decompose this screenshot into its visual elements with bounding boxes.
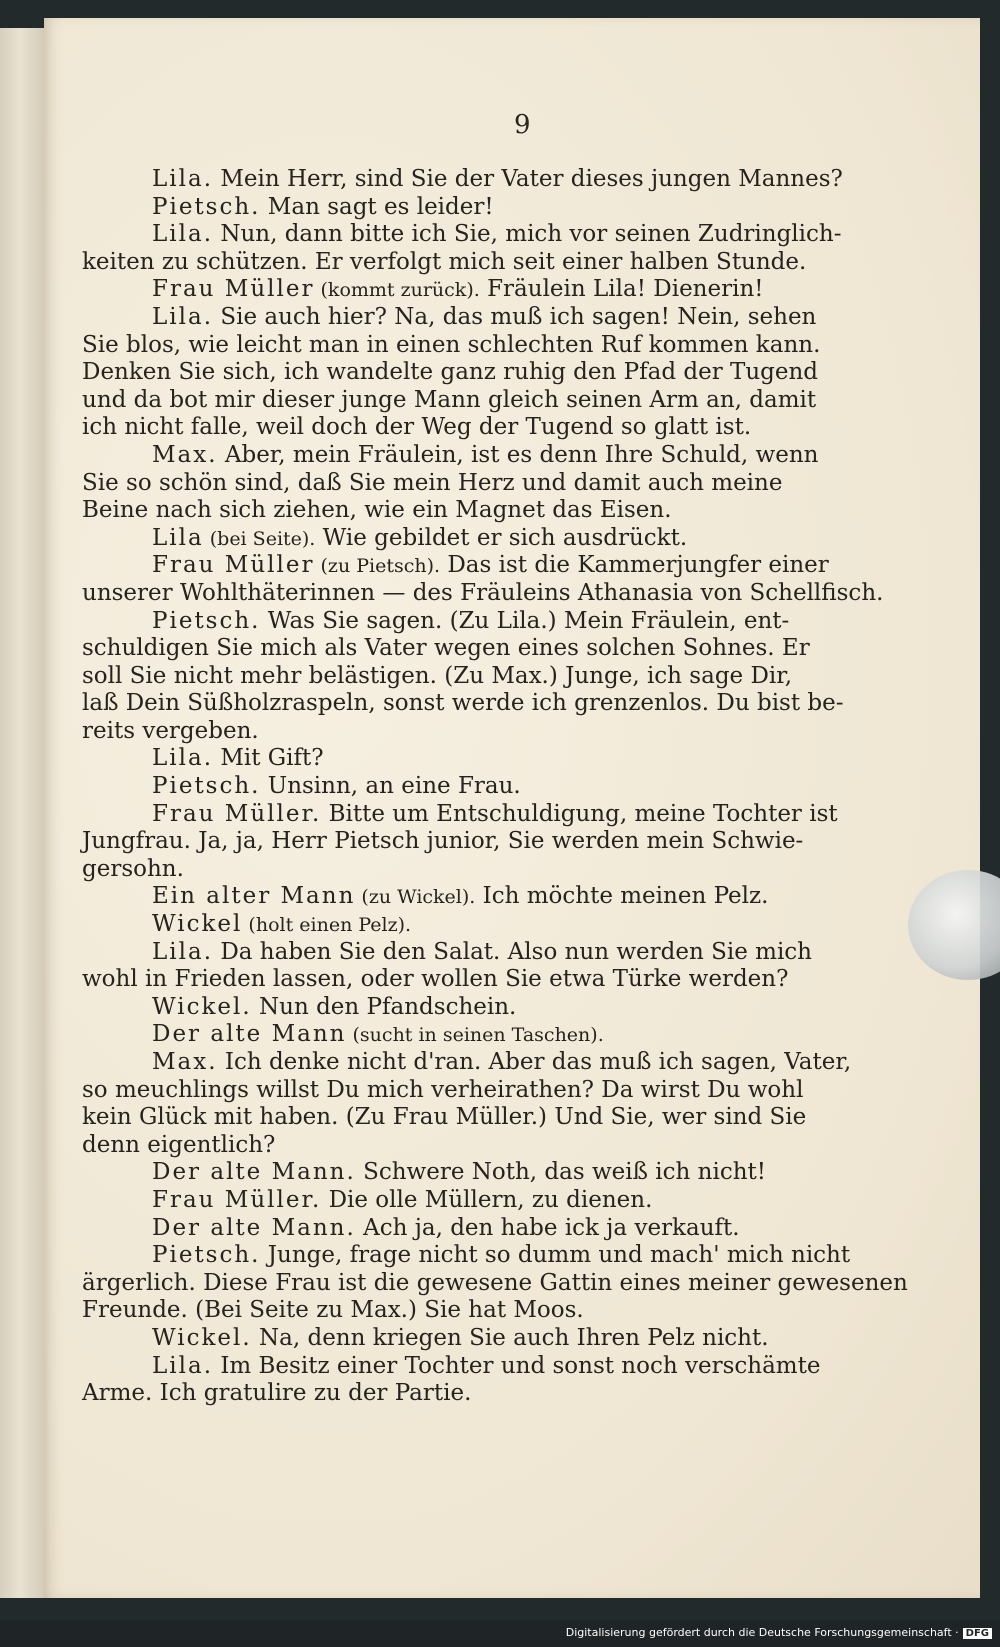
line-text: Wie gebildet er sich ausdrückt.	[315, 524, 688, 551]
text-line	[82, 883, 914, 911]
stage-direction: (zu Pietsch).	[314, 555, 441, 578]
line-text: soll Sie nicht mehr belästigen. (Zu Max.) Junge, ich sage Dir,	[82, 662, 793, 689]
stage-direction: (holt einen Pelz).	[242, 914, 412, 937]
funding-credit	[566, 1626, 992, 1639]
text-line	[82, 414, 914, 442]
text-line	[82, 801, 914, 829]
text-line	[82, 1187, 914, 1215]
line-text: Da haben Sie den Salat. Also nun werden Sie mich	[213, 938, 812, 965]
text-line	[82, 470, 914, 498]
line-text: gersohn.	[82, 855, 184, 882]
line-text: Beine nach sich ziehen, wie ein Magnet das Eisen.	[82, 497, 672, 524]
line-text: Schwere Noth, das weiß ich nicht!	[355, 1159, 767, 1186]
line-text: Im Besitz einer Tochter und sonst noch verschämte	[213, 1352, 821, 1379]
stage-direction: (kommt zurück).	[314, 279, 480, 302]
speaker-name: Lila	[152, 524, 204, 551]
line-text: Denken Sie sich, ich wandelte ganz ruhig den Pfad der Tugend	[82, 359, 819, 386]
line-text: Arme. Ich gratulire zu der Partie.	[82, 1380, 472, 1407]
dfg-logo[interactable]: DFG	[963, 1628, 992, 1639]
text-line	[82, 332, 914, 360]
speaker-name: Frau Müller	[152, 552, 315, 579]
line-text: Sie blos, wie leicht man in einen schlechten Ruf kommen kann.	[82, 331, 821, 358]
text-line	[82, 1132, 914, 1160]
line-text: schuldigen Sie mich als Vater wegen eines solchen Sohnes. Er	[82, 635, 810, 662]
speaker-name: Frau Müller.	[152, 1186, 322, 1213]
speaker-name: Wickel.	[152, 1324, 252, 1351]
text-line	[82, 608, 914, 636]
speaker-name: Frau Müller.	[152, 800, 322, 827]
line-text: und da bot mir dieser junge Mann gleich seinen Arm an, damit	[82, 386, 817, 413]
text-line	[82, 387, 914, 415]
text-line	[82, 1049, 914, 1077]
text-line	[82, 966, 914, 994]
line-text: Sie so schön sind, daß Sie mein Herz und damit auch meine	[82, 469, 783, 496]
line-text: ich nicht falle, weil doch der Weg der Tugend so glatt ist.	[82, 414, 752, 441]
text-line	[82, 828, 914, 856]
speaker-name: Frau Müller	[152, 276, 315, 303]
text-line	[82, 276, 914, 304]
speaker-name: Lila.	[152, 745, 214, 772]
text-line	[82, 1325, 914, 1353]
text-line	[82, 552, 914, 580]
text-line	[82, 939, 914, 967]
speaker-name: Ein alter Mann	[152, 883, 356, 910]
text-line	[82, 1104, 914, 1132]
text-line	[82, 1159, 914, 1187]
text-line	[82, 497, 914, 525]
page-text	[82, 166, 914, 1408]
text-line	[82, 911, 914, 939]
text-line	[82, 580, 914, 608]
stage-direction: (bei Seite).	[203, 527, 316, 550]
line-text: so meuchlings willst Du mich verheirathen? Da wirst Du wohl	[82, 1076, 804, 1103]
line-text: denn eigentlich?	[82, 1131, 276, 1158]
text-line	[82, 718, 914, 746]
text-line	[82, 221, 914, 249]
text-line	[82, 745, 914, 773]
funding-credit-text: Digitalisierung gefördert durch die Deutsche Forschungsgemeinschaft ·	[565, 1626, 959, 1639]
speaker-name: Pietsch.	[152, 1242, 261, 1269]
line-text: Mit Gift?	[213, 745, 324, 772]
line-text: unserer Wohlthäterinnen — des Fräuleins Athanasia von Schellfisch.	[82, 579, 884, 606]
speaker-name: Pietsch.	[152, 773, 261, 800]
line-text: Man sagt es leider!	[260, 193, 494, 220]
line-text: Die olle Müllern, zu dienen.	[321, 1186, 653, 1213]
text-line	[82, 359, 914, 387]
line-text: ärgerlich. Diese Frau ist die gewesene Gattin eines meiner gewesenen	[82, 1269, 908, 1296]
speaker-name: Lila.	[152, 166, 214, 192]
line-text: Sie auch hier? Na, das muß ich sagen! Nein, sehen	[213, 303, 817, 330]
line-text: Nun den Pfandschein.	[251, 993, 517, 1020]
line-text: Unsinn, an eine Frau.	[260, 773, 521, 800]
speaker-name: Lila.	[152, 221, 214, 248]
text-line	[82, 304, 914, 332]
line-text: Was Sie sagen. (Zu Lila.) Mein Fräulein, ent-	[260, 607, 790, 634]
line-text: Ach ja, den habe ick ja verkauft.	[355, 1214, 740, 1241]
speaker-name: Lila.	[152, 303, 214, 330]
speaker-name: Lila.	[152, 938, 214, 965]
line-text: wohl in Frieden lassen, oder wollen Sie etwa Türke werden?	[82, 966, 789, 993]
speaker-name: Der alte Mann.	[152, 1159, 356, 1186]
line-text: reits vergeben.	[82, 717, 259, 744]
line-text: Bitte um Entschuldigung, meine Tochter ist	[321, 800, 838, 827]
line-text: keiten zu schützen. Er verfolgt mich seit einer halben Stunde.	[82, 248, 807, 275]
line-text: Jungfrau. Ja, ja, Herr Pietsch junior, Sie werden mein Schwie-	[82, 828, 804, 855]
text-line	[82, 690, 914, 718]
text-line	[82, 856, 914, 884]
line-text: Aber, mein Fräulein, ist es denn Ihre Schuld, wenn	[217, 441, 819, 468]
speaker-name: Lila.	[152, 1352, 214, 1379]
text-line	[82, 1353, 914, 1381]
text-line	[82, 166, 914, 194]
text-line	[82, 663, 914, 691]
stage-direction: (zu Wickel).	[355, 886, 476, 909]
text-line	[82, 442, 914, 470]
line-text: Freunde. (Bei Seite zu Max.) Sie hat Moos.	[82, 1297, 584, 1324]
text-line	[82, 994, 914, 1022]
speaker-name: Wickel	[152, 911, 243, 938]
text-line	[82, 1215, 914, 1243]
speaker-name: Der alte Mann	[152, 1021, 347, 1048]
line-text: kein Glück mit haben. (Zu Frau Müller.) Und Sie, wer sind Sie	[82, 1104, 807, 1131]
speaker-name: Max.	[152, 1049, 218, 1075]
previous-page-edge	[0, 28, 50, 1598]
text-line	[82, 773, 914, 801]
line-text: Das ist die Kammerjungfer einer	[440, 552, 829, 579]
line-text: Ich denke nicht d'ran. Aber das muß ich sagen, Vater,	[217, 1049, 852, 1075]
line-text: laß Dein Süßholzraspeln, sonst werde ich grenzenlos. Du bist be-	[82, 690, 844, 717]
text-line	[82, 1297, 914, 1325]
text-line	[82, 1077, 914, 1105]
line-text: Nun, dann bitte ich Sie, mich vor seinen Zudringlich-	[213, 221, 842, 248]
text-line	[82, 1380, 914, 1408]
line-text: Ich möchte meinen Pelz.	[475, 883, 769, 910]
speaker-name: Der alte Mann.	[152, 1214, 356, 1241]
page-number: 9	[514, 110, 531, 140]
book-page	[44, 18, 980, 1598]
line-text: Junge, frage nicht so dumm und mach' mich nicht	[260, 1242, 851, 1269]
line-text: Fräulein Lila! Dienerin!	[479, 276, 764, 303]
text-line	[82, 525, 914, 553]
speaker-name: Pietsch.	[152, 193, 261, 220]
text-line	[82, 1021, 914, 1049]
line-text: Mein Herr, sind Sie der Vater dieses jungen Mannes?	[213, 166, 843, 192]
speaker-name: Pietsch.	[152, 607, 261, 634]
text-line	[82, 1242, 914, 1270]
line-text: Na, denn kriegen Sie auch Ihren Pelz nicht.	[251, 1324, 769, 1351]
text-line	[82, 249, 914, 277]
text-line	[82, 635, 914, 663]
speaker-name: Max.	[152, 441, 218, 468]
stage-direction: (sucht in seinen Taschen).	[346, 1024, 604, 1047]
text-line	[82, 194, 914, 222]
text-line	[82, 1270, 914, 1298]
speaker-name: Wickel.	[152, 993, 252, 1020]
